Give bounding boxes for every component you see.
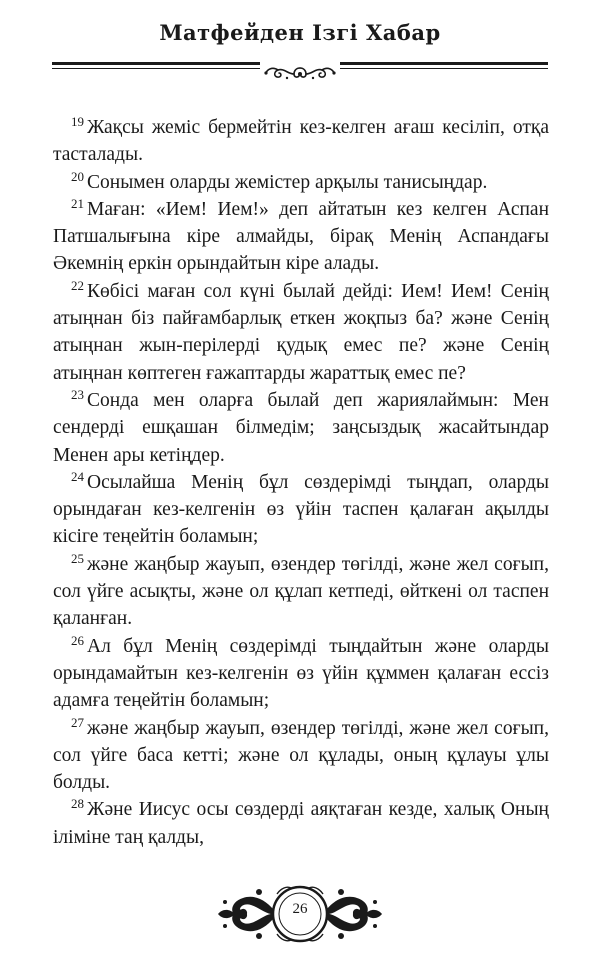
verse-text: Көбісі маған сол күні былай дейді: Ием! Ием! Сенің атыңнан біз пайғамбарлық еткен жоқпыз ба? және Сенің атыңнан жын-перілерді қудық емес пе? және Сенің атыңнан көптеген ғажаптарды жараттық емес пе?	[53, 280, 549, 384]
verse-text: және жаңбыр жауып, өзендер төгілді, және жел соғып, сол үйге баса кетті; және ол құлады, оның құлауы ұлы болды.	[53, 717, 549, 794]
verse-23	[53, 387, 549, 469]
verse-text: Ал бұл Менің сөздерімді тыңдайтын және оларды орындамайтын кез-келгенін өз үйін құммен қалаған ессіз адамға теңейтін боламын;	[53, 635, 549, 712]
verse-19	[53, 114, 549, 169]
verse-text: Және Иисус осы сөздерді аяқтаған кезде, халық Оның іліміне таң қалды,	[53, 799, 549, 848]
verse-26	[53, 633, 549, 715]
verse-22	[53, 278, 549, 387]
verse-number: 21	[71, 195, 84, 211]
verse-number: 22	[71, 277, 84, 293]
verse-text: Сонымен оларды жемістер арқылы танисыңдар.	[87, 171, 488, 193]
verse-number: 23	[71, 386, 84, 402]
verse-24	[53, 469, 549, 551]
verse-25	[53, 551, 549, 633]
verse-28	[53, 796, 549, 851]
verse-number: 27	[71, 714, 84, 730]
verse-number: 24	[71, 468, 84, 484]
verse-21	[53, 196, 549, 278]
verse-number: 19	[71, 114, 84, 129]
verse-number: 20	[71, 168, 84, 184]
verse-text: Жақсы жеміс бермейтін кез-келген ағаш кесіліп, отқа тасталады.	[53, 117, 549, 166]
page-number: 26	[292, 901, 308, 917]
scroll-ornament-icon	[260, 62, 340, 84]
verse-27	[53, 715, 549, 797]
verse-text: Осылайша Менің бұл сөздерімді тыңдап, оларды орындаған кез-келгенін өз үйін таспен қалаған ақылды кісіге теңейтін боламын;	[53, 471, 549, 548]
running-header-title: Матфейден Ізгі Хабар	[159, 20, 441, 45]
verse-text: Сонда мен оларға былай деп жариялаймын: Мен сендерді ешқашан білмедім; заңсыздық жасайтындар Менен ары кетіңдер.	[53, 389, 549, 466]
verse-text: Маған: «Ием! Ием!» деп айтатын кез келген Аспан Патшалығына кіре алмайды, бірақ Менің Аспандағы Әкемнің еркін орындайтын кіре алады.	[53, 198, 549, 275]
scripture-body	[53, 114, 549, 851]
verse-number: 28	[71, 796, 84, 812]
verse-20	[53, 169, 549, 196]
verse-text: және жаңбыр жауып, өзендер төгілді, және жел соғып, сол үйге асықты, және ол құлап кетпеді, өйткені ол таспен қаланған.	[53, 553, 549, 630]
verse-number: 25	[71, 550, 84, 566]
verse-number: 26	[71, 632, 84, 648]
